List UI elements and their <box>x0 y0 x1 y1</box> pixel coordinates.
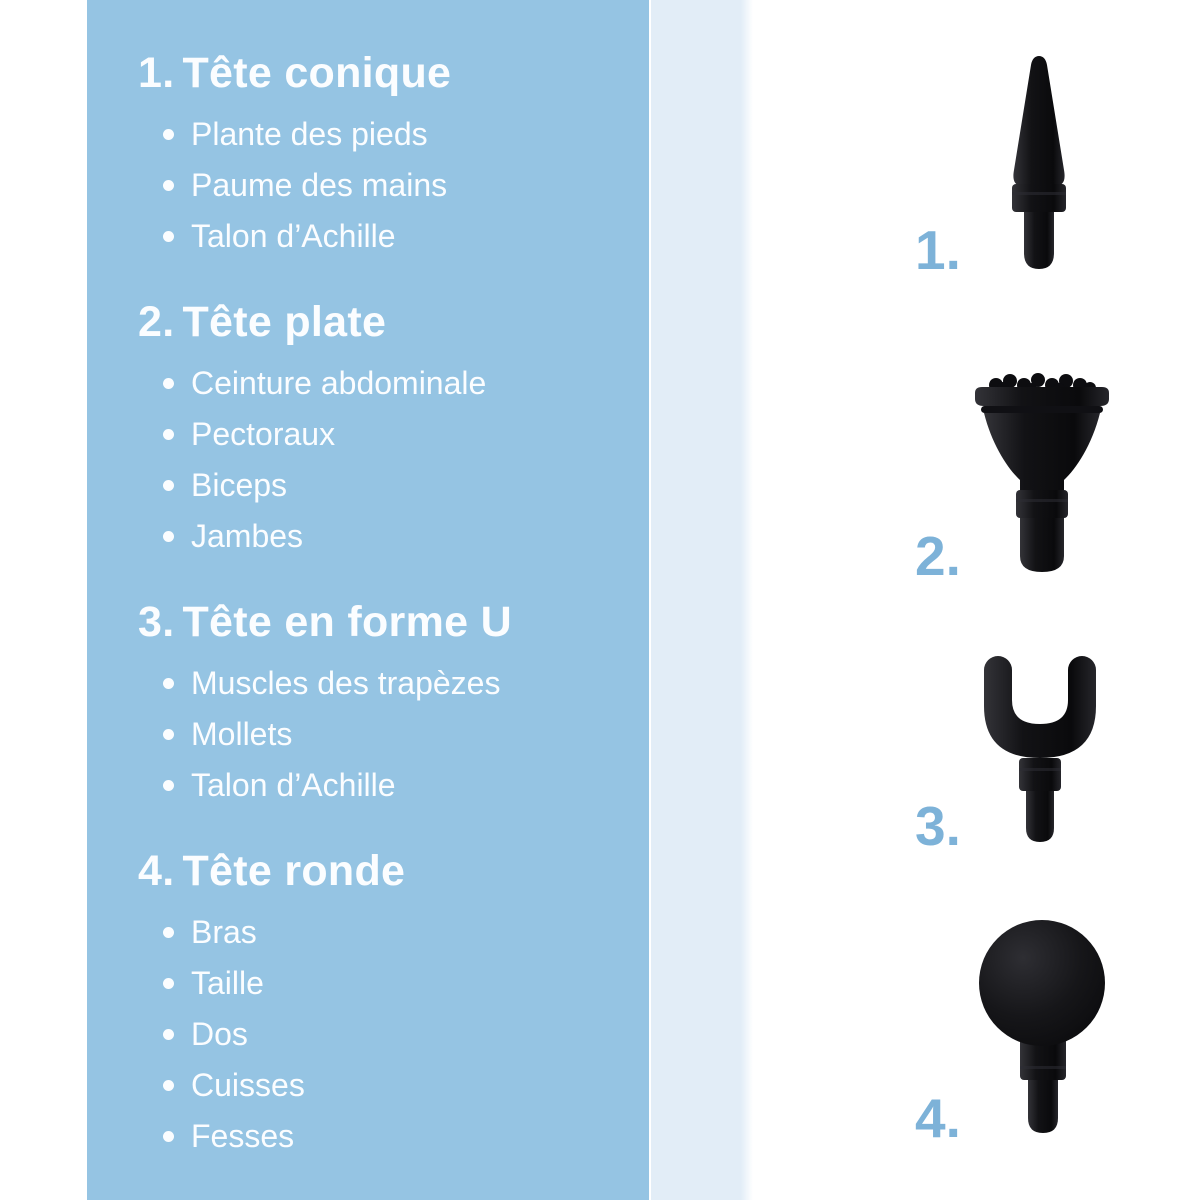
section-title-text: Tête en forme U <box>182 598 512 646</box>
list-item: Fesses <box>163 1111 649 1162</box>
figure-number-3: 3. <box>915 795 961 857</box>
list-item: Plante des pieds <box>163 109 649 160</box>
list-item: Jambes <box>163 511 649 562</box>
section-title <box>87 47 649 99</box>
section-title <box>87 596 649 648</box>
section-cone-head <box>87 47 649 262</box>
list-item: Bras <box>163 907 649 958</box>
figure-cone-head <box>1005 55 1073 270</box>
divider-stripe <box>651 0 753 1200</box>
section-round-head <box>87 845 649 1162</box>
list-item: Pectoraux <box>163 409 649 460</box>
list-item: Biceps <box>163 460 649 511</box>
flat-head-icon <box>972 373 1112 573</box>
section-flat-head <box>87 296 649 562</box>
section-number: 3. <box>138 598 175 646</box>
u-shaped-head-icon <box>982 648 1098 843</box>
list-item: Muscles des trapèzes <box>163 658 649 709</box>
section-u-shaped-head <box>87 596 649 811</box>
section-item-list <box>163 907 649 1162</box>
section-number: 1. <box>138 49 175 97</box>
figure-number-2: 2. <box>915 525 961 587</box>
list-item: Mollets <box>163 709 649 760</box>
figure-u-shaped-head <box>982 648 1098 843</box>
figure-flat-head <box>972 373 1112 573</box>
section-item-list <box>163 658 649 811</box>
section-number: 4. <box>138 847 175 895</box>
round-head-icon <box>978 920 1106 1135</box>
list-item: Dos <box>163 1009 649 1060</box>
list-item: Taille <box>163 958 649 1009</box>
list-item: Ceinture abdominale <box>163 358 649 409</box>
section-title-text: Tête ronde <box>182 847 406 895</box>
section-item-list <box>163 358 649 562</box>
list-item: Paume des mains <box>163 160 649 211</box>
list-item: Talon d’Achille <box>163 760 649 811</box>
info-panel <box>87 0 649 1200</box>
figure-number-4: 4. <box>915 1087 961 1149</box>
section-title-text: Tête plate <box>182 298 387 346</box>
section-title <box>87 845 649 897</box>
section-item-list <box>163 109 649 262</box>
list-item: Cuisses <box>163 1060 649 1111</box>
section-number: 2. <box>138 298 175 346</box>
figure-round-head <box>978 920 1106 1135</box>
figure-number-1: 1. <box>915 219 961 281</box>
list-item: Talon d’Achille <box>163 211 649 262</box>
section-title <box>87 296 649 348</box>
cone-head-icon <box>1005 55 1073 270</box>
section-title-text: Tête conique <box>182 49 452 97</box>
